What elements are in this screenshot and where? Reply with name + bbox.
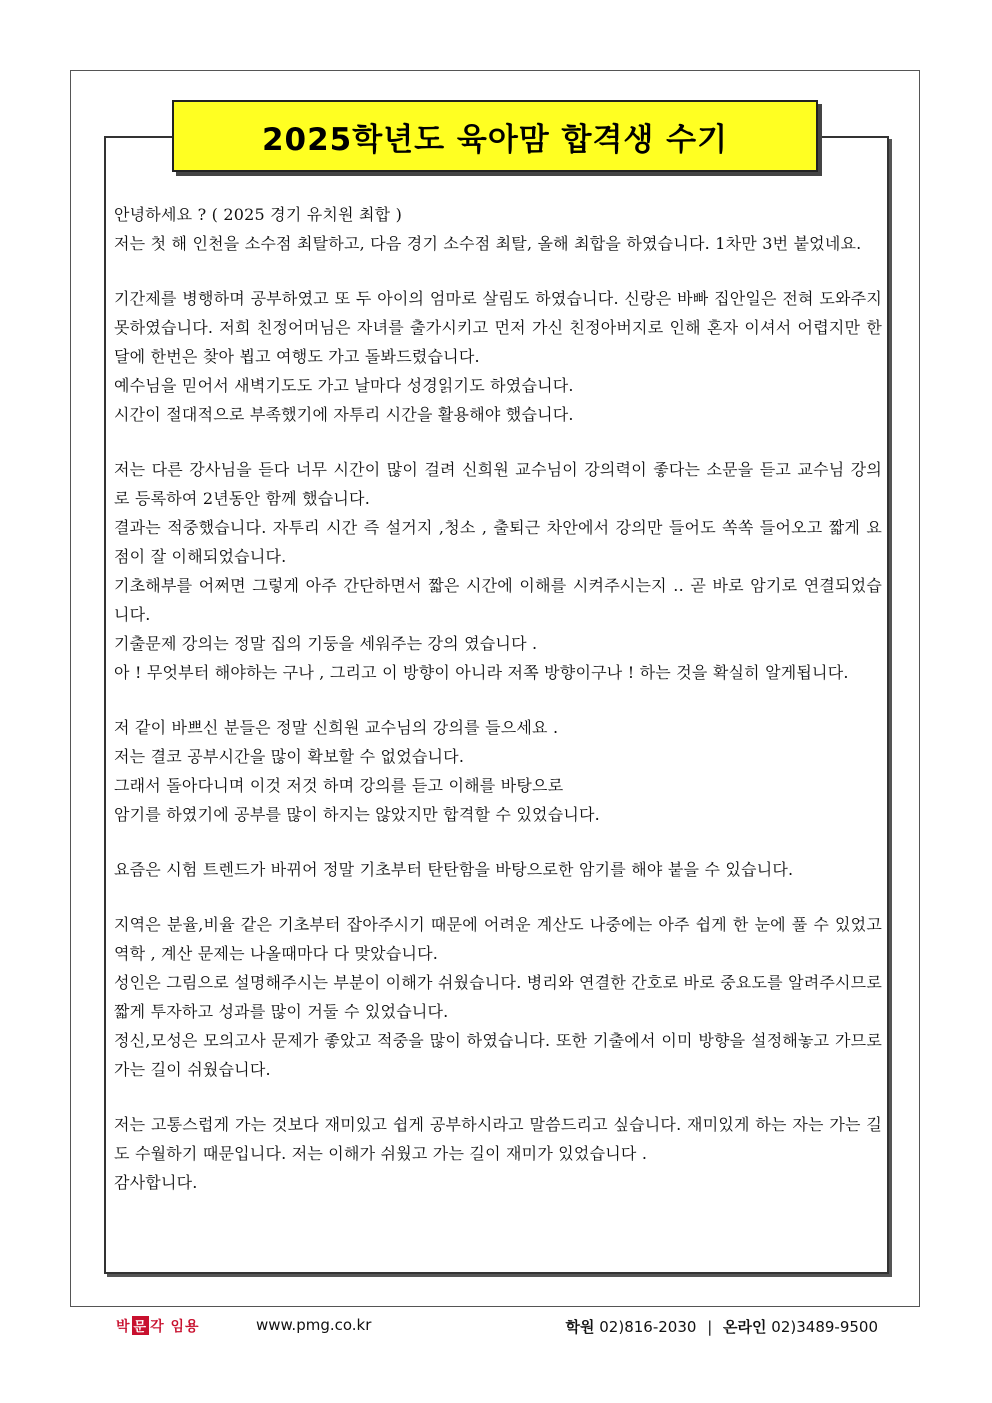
essay-line: 아 ! 무엇부터 해야하는 구나 , 그리고 이 방향이 아니라 저쪽 방향이구나 ! 하는 것을 확실히 알게됩니다. [114,663,849,682]
essay-line: 결과는 적중했습니다. 자투리 시간 즉 설거지 ,청소 , 출퇴근 차안에서 강의만 들어도 쏙쏙 들어오고 짧게 요점이 잘 이해되었습니다. [114,518,882,566]
essay-paragraph [114,713,882,829]
essay-line: 기초해부를 어쩌면 그렇게 아주 간단하면서 짧은 시간에 이해를 시켜주시는지 .. 곧 바로 암기로 연결되었습니다. [114,576,882,624]
essay-paragraph [114,200,882,258]
website-link[interactable]: www.pmg.co.kr [256,1316,372,1334]
essay-line: 요즘은 시험 트렌드가 바뀌어 정말 기초부터 탄탄함을 바탕으로한 암기를 해야 붙을 수 있습니다. [114,860,794,879]
academy-label: 학원 [565,1318,595,1336]
academy-phone: 02)816-2030 [599,1318,697,1336]
essay-line: 기간제를 병행하며 공부하였고 또 두 아이의 엄마로 살림도 하였습니다. 신랑은 바빠 집안일은 전혀 도와주지 못하였습니다. 저희 친정어머님은 자녀를 출가시키고 먼저 가신 친정아버지로 인해 혼자 이셔서 어렵지만 한달에 한번은 찾아 뵙고 여행도 가고 돌봐드렸습니다. [114,289,882,366]
essay-line: 저는 다른 강사님을 듣다 너무 시간이 많이 걸려 신희원 교수님이 강의력이 좋다는 소문을 듣고 교수님 강의로 등록하여 2년동안 함께 했습니다. [114,460,882,508]
footer [70,1314,920,1340]
brand-logo [116,1316,200,1336]
essay-line: 암기를 하였기에 공부를 많이 하지는 않았지만 합격할 수 있었습니다. [114,805,600,824]
essay-paragraph [114,855,882,884]
essay-line: 저는 결코 공부시간을 많이 확보할 수 없었습니다. [114,747,465,766]
brand-logo-mark: 문 [132,1316,150,1335]
essay-line: 저 같이 바쁘신 분들은 정말 신희원 교수님의 강의를 들으세요 . [114,718,559,737]
contact-info [565,1316,878,1337]
essay-line: 기출문제 강의는 정말 집의 기둥을 세워주는 강의 였습니다 . [114,634,538,653]
essay-paragraph [114,910,882,1084]
essay-line: 저는 고통스럽게 가는 것보다 재미있고 쉽게 공부하시라고 말씀드리고 싶습니다. 재미있게 하는 자는 가는 길도 수월하기 때문입니다. 저는 이해가 쉬웠고 가는 길이 재미가 있었습니다 . [114,1115,882,1163]
essay-line: 성인은 그림으로 설명해주시는 부분이 이해가 쉬웠습니다. 병리와 연결한 간호로 바로 중요도를 알려주시므로 짧게 투자하고 성과를 많이 거둘 수 있었습니다. [114,973,882,1021]
essay-paragraph [114,1110,882,1197]
essay-body [114,200,882,1223]
essay-line: 감사합니다. [114,1173,198,1192]
brand-logo-part: 박 [116,1319,131,1335]
contact-separator: | [707,1318,713,1336]
page-title: 2025학년도 육아맘 합격생 수기 [261,121,729,158]
essay-line: 저는 첫 해 인천을 소수점 최탈하고, 다음 경기 소수점 최탈, 올해 최합을 하였습니다. 1차만 3번 붙었네요. [114,234,862,253]
essay-line: 그래서 돌아다니며 이것 저것 하며 강의를 듣고 이해를 바탕으로 [114,776,564,795]
title-banner [172,100,818,172]
essay-paragraph [114,455,882,687]
essay-line: 안녕하세요 ? ( 2025 경기 유치원 최합 ) [114,205,403,224]
online-label: 온라인 [723,1318,767,1336]
essay-line: 예수님을 믿어서 새벽기도도 가고 날마다 성경읽기도 하였습니다. [114,376,574,395]
essay-paragraph [114,284,882,429]
essay-line: 정신,모성은 모의고사 문제가 좋았고 적중을 많이 하였습니다. 또한 기출에서 이미 방향을 설정해놓고 가므로 가는 길이 쉬웠습니다. [114,1031,882,1079]
online-phone: 02)3489-9500 [771,1318,878,1336]
brand-logo-part: 각 임용 [150,1319,200,1335]
essay-line: 지역은 분율,비율 같은 기초부터 잡아주시기 때문에 어려운 계산도 나중에는 아주 쉽게 한 눈에 풀 수 있었고 역학 , 계산 문제는 나올때마다 다 맞았습니다. [114,915,882,963]
essay-line: 시간이 절대적으로 부족했기에 자투리 시간을 활용해야 했습니다. [114,405,574,424]
